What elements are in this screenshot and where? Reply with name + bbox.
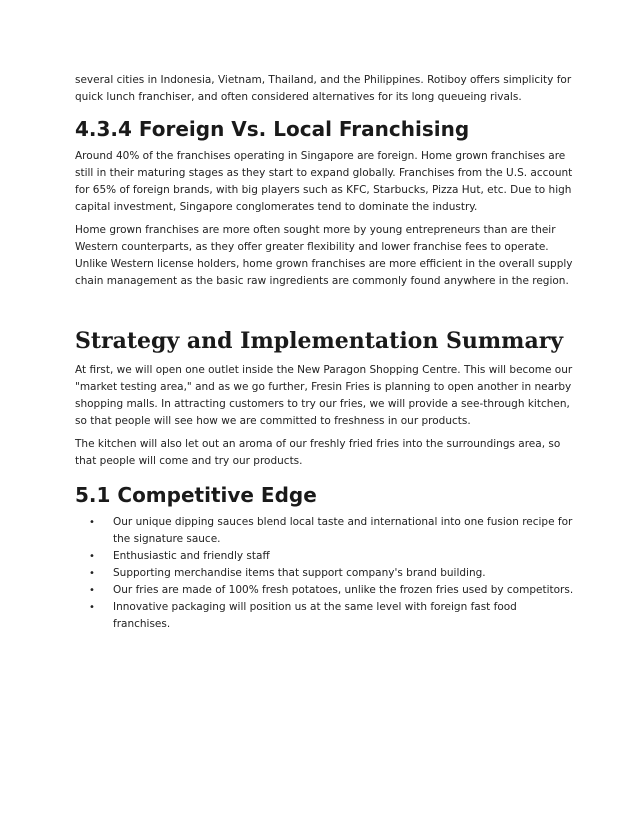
document-page (75, 72, 575, 633)
paragraph-foreign-franchises: Around 40% of the franchises operating in Singapore are foreign. Home grown franchises are still in their maturing stages as they start to expand globally. Franchises from the U.S. account for 65% of foreign brands, with big players such as KFC, Starbucks, Pizza Hut, etc. Due to high capital investment, Singapore conglomerates tend to dominate the industry. (75, 150, 573, 213)
bullet-icon: • (89, 551, 95, 562)
intro-paragraph: several cities in Indonesia, Vietnam, Thailand, and the Philippines. Rotiboy offers simplicity for quick lunch franchiser, and often considered alternatives for its long queueing rivals. (75, 74, 572, 103)
heading-competitive-edge: 5.1 Competitive Edge (75, 483, 317, 507)
competitive-edge-list (75, 514, 575, 633)
list-item-text: Innovative packaging will position us at the same level with foreign fast food franchises. (113, 601, 517, 630)
bullet-icon: • (89, 585, 95, 596)
list-item (89, 582, 575, 599)
list-item (89, 548, 575, 565)
list-item (89, 599, 575, 633)
paragraph-strategy-outlet: At first, we will open one outlet inside the New Paragon Shopping Centre. This will become our "market testing area," and as we go further, Fresin Fries is planning to open another in nearby shopping malls. In attracting customers to try our fries, we will provide a see-through kitchen, so that people will see how we are committed to freshness in our products. (75, 364, 573, 427)
list-item-text: Our unique dipping sauces blend local taste and international into one fusion recipe for the signature sauce. (113, 516, 573, 545)
bullet-icon: • (89, 568, 95, 579)
paragraph-home-grown-franchises: Home grown franchises are more often sought more by young entrepreneurs than are their Western counterparts, as they offer greater flexibility and lower franchise fees to operate. Unlike Western license holders, home grown franchises are more efficient in the overall supply chain management as the basic raw ingredients are commonly found anywhere in the region. (75, 224, 573, 287)
bullet-icon: • (89, 602, 95, 613)
heading-foreign-vs-local: 4.3.4 Foreign Vs. Local Franchising (75, 117, 470, 141)
list-item-text: Supporting merchandise items that support company's brand building. (113, 567, 486, 579)
heading-strategy-summary: Strategy and Implementation Summary (75, 328, 564, 354)
bullet-icon: • (89, 517, 95, 528)
list-item (89, 514, 575, 548)
paragraph-strategy-kitchen: The kitchen will also let out an aroma of our freshly fried fries into the surroundings area, so that people will come and try our products. (75, 438, 561, 467)
list-item-text: Enthusiastic and friendly staff (113, 550, 270, 562)
list-item (89, 565, 575, 582)
list-item-text: Our fries are made of 100% fresh potatoes, unlike the frozen fries used by competitors. (113, 584, 574, 596)
